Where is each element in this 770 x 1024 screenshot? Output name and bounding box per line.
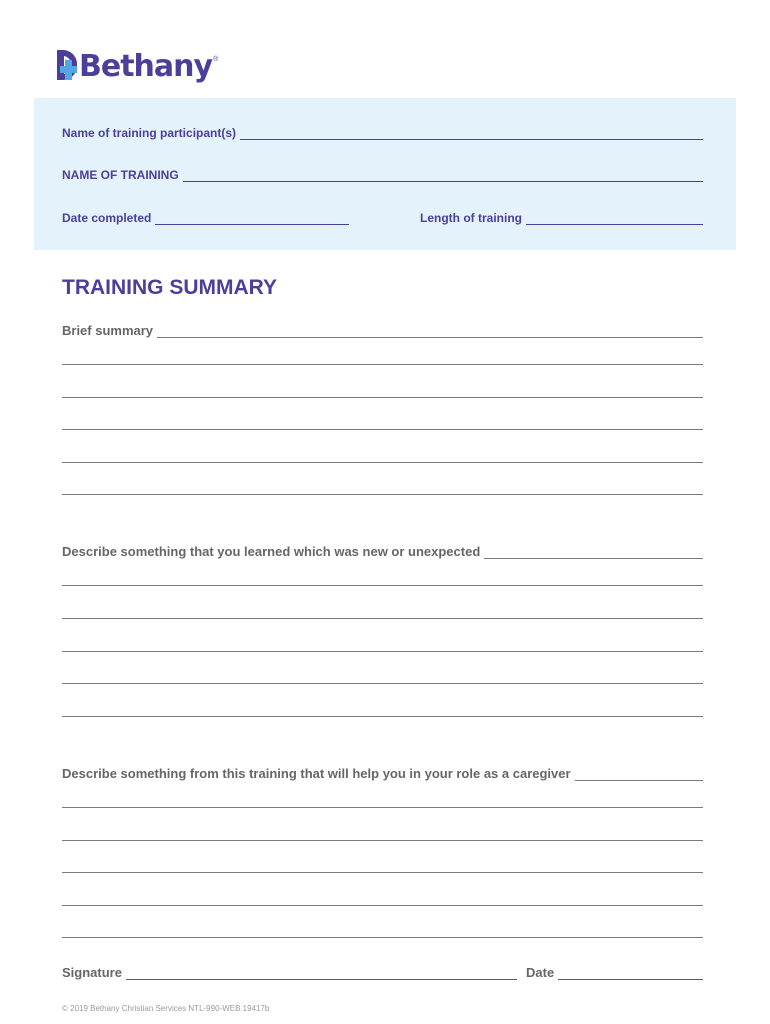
training-name-line[interactable] <box>183 170 703 182</box>
brief-summary-rule[interactable] <box>62 494 703 495</box>
brief-summary-field[interactable] <box>62 320 703 338</box>
signature-field[interactable] <box>62 962 517 980</box>
learned-line[interactable] <box>484 546 703 559</box>
signature-line[interactable] <box>126 967 517 980</box>
signature-label: Signature <box>62 965 122 980</box>
learned-rule[interactable] <box>62 683 703 684</box>
brief-summary-rule[interactable] <box>62 397 703 398</box>
brief-summary-line[interactable] <box>157 325 703 338</box>
bethany-cross-icon <box>57 48 87 84</box>
helps-field[interactable] <box>62 763 703 781</box>
learned-label: Describe something that you learned which was new or unexpected <box>62 544 481 559</box>
helps-label: Describe something from this training that will help you in your role as a caregiver <box>62 766 571 781</box>
helps-rule[interactable] <box>62 872 703 873</box>
brief-summary-rule[interactable] <box>62 429 703 430</box>
participant-label: Name of training participant(s) <box>62 126 237 140</box>
brief-summary-label: Brief summary <box>62 323 154 338</box>
brief-summary-rule[interactable] <box>62 462 703 463</box>
brief-summary-rule[interactable] <box>62 364 703 365</box>
footer-copyright: © 2019 Bethany Christian Services NTL-990-WEB 19417b <box>62 1004 270 1013</box>
date-completed-line[interactable] <box>155 213 349 225</box>
length-label: Length of training <box>420 211 522 225</box>
learned-rule[interactable] <box>62 651 703 652</box>
length-line[interactable] <box>526 213 703 225</box>
learned-rule[interactable] <box>62 585 703 586</box>
registered-mark: ® <box>213 56 219 63</box>
logo-text: Bethany <box>79 48 213 84</box>
training-name-label: NAME OF TRAINING <box>62 168 179 182</box>
signature-date-field[interactable] <box>526 962 703 980</box>
participant-line[interactable] <box>240 128 703 140</box>
learned-rule[interactable] <box>62 618 703 619</box>
length-field[interactable] <box>420 209 703 225</box>
helps-rule[interactable] <box>62 807 703 808</box>
section-title: TRAINING SUMMARY <box>62 276 278 299</box>
signature-date-line[interactable] <box>558 967 703 980</box>
signature-date-label: Date <box>526 965 555 980</box>
helps-line[interactable] <box>575 768 703 781</box>
date-completed-field[interactable] <box>62 209 349 225</box>
helps-rule[interactable] <box>62 937 703 938</box>
helps-rule[interactable] <box>62 840 703 841</box>
helps-rule[interactable] <box>62 905 703 906</box>
learned-field[interactable] <box>62 541 703 559</box>
training-name-field[interactable] <box>62 166 703 182</box>
date-completed-label: Date completed <box>62 211 152 225</box>
participant-field[interactable] <box>62 124 703 140</box>
bethany-logo <box>57 46 218 86</box>
learned-rule[interactable] <box>62 716 703 717</box>
